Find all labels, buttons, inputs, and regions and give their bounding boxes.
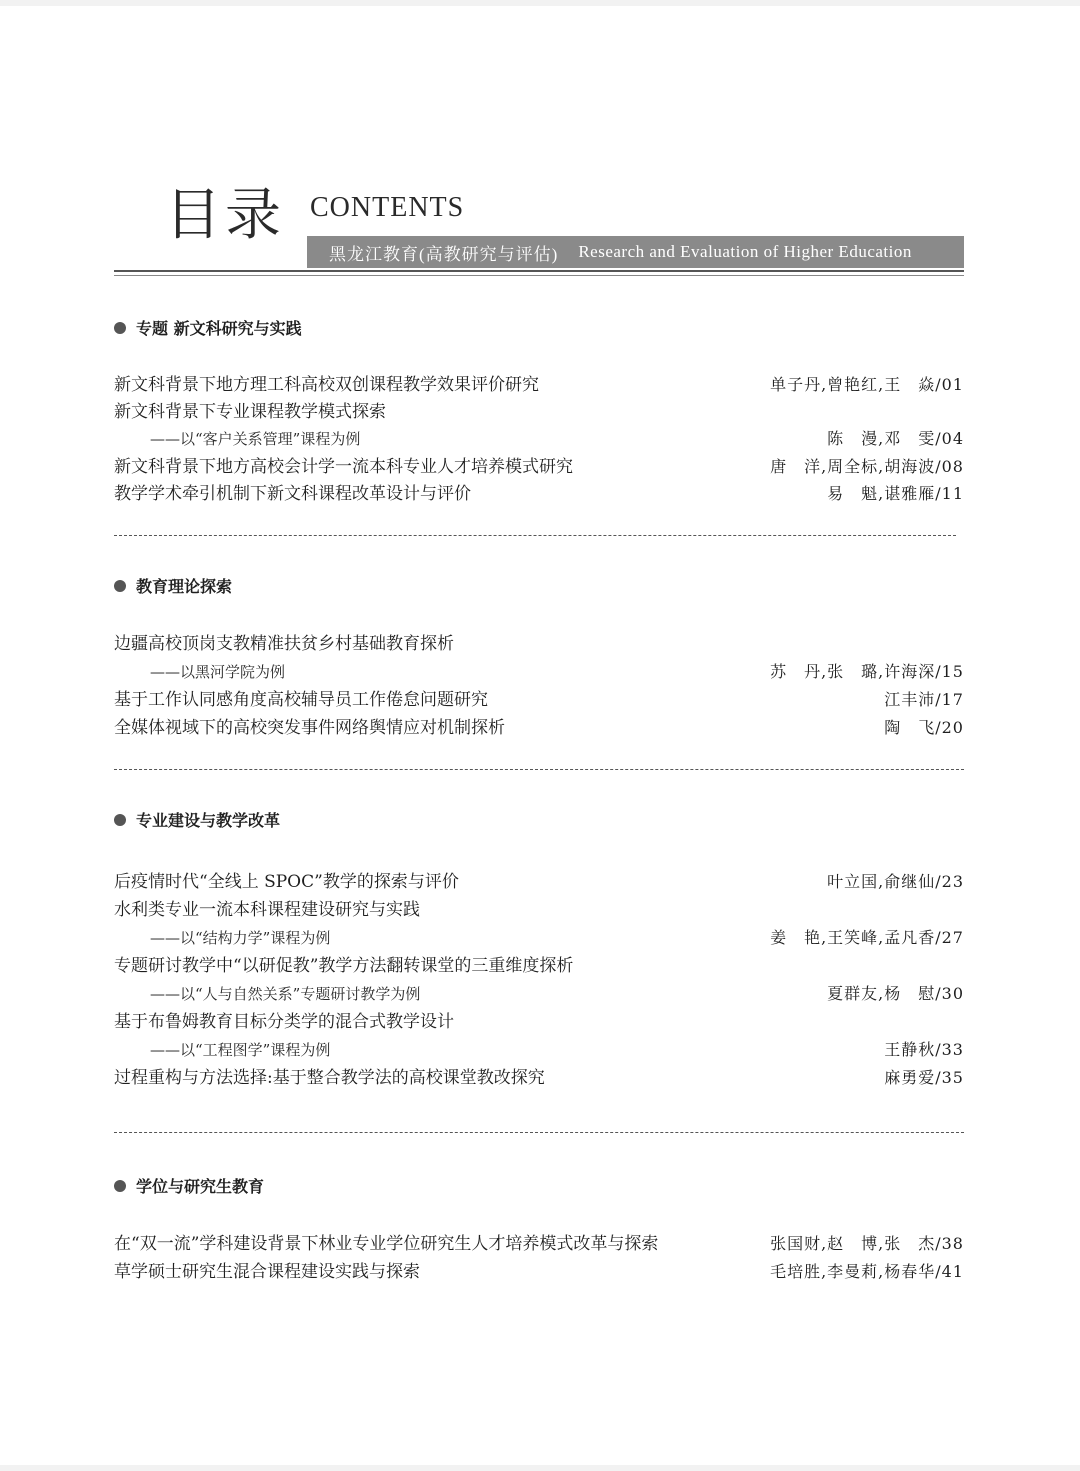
article-authors-page: 唐 洋,周全标,胡海波/08 xyxy=(770,457,964,476)
article-authors-page: 夏群友,杨 慰/30 xyxy=(827,984,964,1003)
toc-entry[interactable] xyxy=(114,1259,964,1285)
article-title: 边疆高校顶岗支教精准扶贫乡村基础教育探析 xyxy=(114,634,454,654)
section-heading xyxy=(114,316,302,339)
header-rule-thin xyxy=(114,275,964,276)
article-title: 后疫情时代“全线上 SPOC”教学的探索与评价 xyxy=(114,872,459,892)
toc-entry-subtitle[interactable] xyxy=(114,426,964,452)
article-title: 新文科背景下专业课程教学模式探索 xyxy=(114,402,386,422)
journal-banner xyxy=(307,236,964,268)
toc-entry-subtitle[interactable] xyxy=(114,659,964,685)
toc-entry[interactable] xyxy=(114,953,964,979)
page-top-edge xyxy=(0,0,1080,6)
toc-entry[interactable] xyxy=(114,372,964,398)
article-title: 专题研讨教学中“以研促教”教学方法翻转课堂的三重维度探析 xyxy=(114,956,574,976)
article-title: 全媒体视域下的高校突发事件网络舆情应对机制探析 xyxy=(114,718,505,738)
article-title: 基于工作认同感角度高校辅导员工作倦怠问题研究 xyxy=(114,690,488,710)
bullet-icon xyxy=(114,814,126,826)
toc-entry[interactable] xyxy=(114,897,964,923)
article-authors-page: 易 魁,谌雅雁/11 xyxy=(827,484,964,503)
article-authors-page: 苏 丹,张 璐,许海深/15 xyxy=(770,662,964,681)
article-title: 新文科背景下地方高校会计学一流本科专业人才培养模式研究 xyxy=(114,457,573,477)
article-title: 新文科背景下地方理工科高校双创课程教学效果评价研究 xyxy=(114,375,539,395)
section-heading xyxy=(114,808,280,831)
toc-entry[interactable] xyxy=(114,715,964,741)
toc-entry[interactable] xyxy=(114,399,964,425)
section-heading xyxy=(114,574,232,597)
article-authors-page: 王静秋/33 xyxy=(884,1040,964,1059)
header-rule xyxy=(114,270,964,272)
article-authors-page: 江丰沛/17 xyxy=(884,690,964,709)
journal-name-en: Research and Evaluation of Higher Education xyxy=(578,242,912,261)
article-title: 过程重构与方法选择:基于整合教学法的高校课堂教改探究 xyxy=(114,1068,545,1088)
article-subtitle: ——以“工程图学”课程为例 xyxy=(150,1041,331,1059)
section-heading-text: 专业建设与教学改革 xyxy=(136,811,281,830)
toc-entry-subtitle[interactable] xyxy=(114,981,964,1007)
toc-entry[interactable] xyxy=(114,1009,964,1035)
article-subtitle: ——以黑河学院为例 xyxy=(150,663,286,681)
toc-entry[interactable] xyxy=(114,869,964,895)
article-authors-page: 陶 飞/20 xyxy=(884,718,964,737)
toc-entry[interactable] xyxy=(114,481,964,507)
bullet-icon xyxy=(114,580,126,592)
section-heading-text: 教育理论探索 xyxy=(136,577,233,596)
article-authors-page: 叶立国,俞继仙/23 xyxy=(827,872,964,891)
article-subtitle: ——以“客户关系管理”课程为例 xyxy=(150,430,361,448)
journal-name-cn: 黑龙江教育(高教研究与评估) xyxy=(329,244,559,264)
section-heading-text: 专题 新文科研究与实践 xyxy=(136,319,302,338)
article-authors-page: 麻勇爱/35 xyxy=(884,1068,964,1087)
article-authors-page: 张国财,赵 博,张 杰/38 xyxy=(770,1234,964,1253)
toc-entry[interactable] xyxy=(114,454,964,480)
toc-entry[interactable] xyxy=(114,687,964,713)
toc-entry[interactable] xyxy=(114,1065,964,1091)
article-title: 基于布鲁姆教育目标分类学的混合式教学设计 xyxy=(114,1012,454,1032)
toc-entry[interactable] xyxy=(114,1231,964,1257)
section-divider xyxy=(114,535,956,536)
article-subtitle: ——以“结构力学”课程为例 xyxy=(150,929,331,947)
contents-title-en: CONTENTS xyxy=(310,192,465,223)
page-bottom-edge xyxy=(0,1465,1080,1471)
article-title: 在“双一流”学科建设背景下林业专业学位研究生人才培养模式改革与探索 xyxy=(114,1234,659,1254)
bullet-icon xyxy=(114,322,126,334)
article-title: 草学硕士研究生混合课程建设实践与探索 xyxy=(114,1262,420,1282)
toc-entry-subtitle[interactable] xyxy=(114,1037,964,1063)
contents-title-cn: 目录 xyxy=(165,183,285,248)
bullet-icon xyxy=(114,1180,126,1192)
article-authors-page: 毛培胜,李曼莉,杨春华/41 xyxy=(770,1262,964,1281)
article-title: 水利类专业一流本科课程建设研究与实践 xyxy=(114,900,420,920)
article-authors-page: 姜 艳,王笑峰,孟凡香/27 xyxy=(770,928,964,947)
article-subtitle: ——以“人与自然关系”专题研讨教学为例 xyxy=(150,985,421,1003)
section-divider xyxy=(114,1132,964,1133)
section-heading-text: 学位与研究生教育 xyxy=(136,1177,265,1196)
toc-entry[interactable] xyxy=(114,631,964,657)
toc-entry-subtitle[interactable] xyxy=(114,925,964,951)
article-authors-page: 单子丹,曾艳红,王 焱/01 xyxy=(770,375,964,394)
article-title: 教学学术牵引机制下新文科课程改革设计与评价 xyxy=(114,484,471,504)
section-heading xyxy=(114,1174,264,1197)
section-divider xyxy=(114,769,964,770)
article-authors-page: 陈 漫,邓 雯/04 xyxy=(827,429,964,448)
